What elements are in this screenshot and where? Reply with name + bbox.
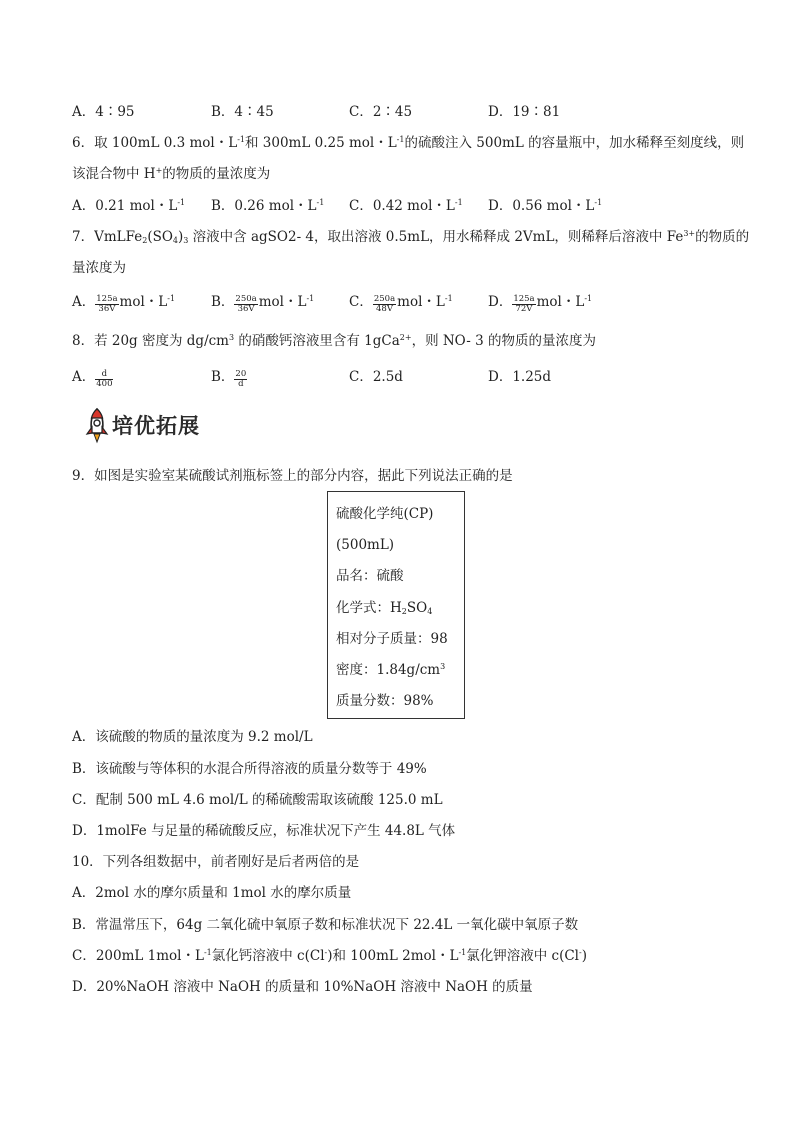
q6-options — [72, 195, 722, 217]
section-banner — [84, 407, 234, 447]
q10-option-a[interactable]: A．2mol 水的摩尔质量和 1mol 水的摩尔质量 — [72, 885, 352, 901]
q7-stem-line1: 7．$VmLFe_2(SO_4)_3$ 溶液中含 agSO2- 4，取出溶液 0.5mL，用水稀释成 2VmL，则稀释后溶液中 $Fe^{3+}$的物质的 — [72, 229, 750, 245]
fraction: $\frac{250a}{36V}$ — [235, 294, 257, 314]
q6-option-b[interactable]: B．0.26 mol・$L^{-1}$ — [211, 198, 325, 214]
label-density: 密度：$1.84g/cm^3$ — [336, 662, 446, 678]
q10-option-d[interactable]: D．20%NaOH 溶液中 NaOH 的质量和 10%NaOH 溶液中 NaOH 的质量 — [72, 979, 533, 995]
q9-option-a[interactable]: A．该硫酸的物质的量浓度为 9.2 mol/L — [72, 729, 313, 745]
q7-stem-line2: 量浓度为 — [72, 260, 126, 276]
label-line: (500mL) — [336, 537, 395, 553]
q6-option-d[interactable]: D．0.56 mol・$L^{-1}$ — [488, 198, 603, 214]
fraction: $\frac{20}{d}$ — [235, 369, 247, 389]
q7-options — [72, 291, 722, 313]
label-line: 品名：硫酸 — [336, 568, 404, 584]
q5-option-c[interactable]: C．2∶45 — [349, 104, 413, 120]
label-formula: 化学式：$H_2SO_4$ — [336, 600, 433, 616]
q10-option-b[interactable]: B．常温常压下，64g 二氧化硫中氧原子数和标准状况下 22.4L 一氧化碳中氧原子数 — [72, 917, 579, 933]
reagent-label — [327, 491, 465, 719]
q8-option-c[interactable]: C．2.5d — [349, 369, 403, 385]
q5-options — [72, 101, 722, 123]
q10-stem: 10．下列各组数据中，前者刚好是后者两倍的是 — [72, 854, 360, 870]
q7-option-d[interactable]: D． $\frac{125a}{72V}$ mol・$L^{-1}$ — [488, 294, 593, 314]
q10-option-c[interactable]: C．200mL 1mol・$L^{-1}$氯化钙溶液中 c(Cl-)和 100mL 2mol・$L^{-1}$氯化钾溶液中 c(Cl-) — [72, 948, 587, 964]
q8-option-d[interactable]: D．1.25d — [488, 369, 552, 385]
fraction: $\frac{250a}{48V}$ — [373, 294, 396, 314]
q9-option-b[interactable]: B．该硫酸与等体积的水混合所得溶液的质量分数等于 49% — [72, 761, 427, 777]
q9-stem: 9．如图是实验室某硫酸试剂瓶标签上的部分内容，据此下列说法正确的是 — [72, 468, 513, 484]
q5-option-b[interactable]: B．4∶45 — [211, 104, 274, 120]
q6-stem-line1: 6．取 100mL 0.3 mol・$L^{-1}$和 300mL 0.25 mol・$L^{-1}$的硫酸注入 500mL 的容量瓶中，加水稀释至刻度线，则 — [72, 135, 745, 151]
q6-option-a[interactable]: A．0.21 mol・$L^{-1}$ — [72, 198, 186, 214]
q8-options — [72, 366, 722, 388]
fraction: $\frac{125a}{72V}$ — [513, 294, 535, 314]
label-line: 质量分数：98% — [336, 693, 434, 709]
q6-stem-line2: 该混合物中 H+的物质的量浓度为 — [72, 166, 271, 182]
fraction: $\frac{125a}{36V}$ — [96, 294, 118, 314]
q8-stem: 8．若 20g 密度为 $dg/cm^3$ 的硝酸钙溶液里含有 1gCa$^{2+}$，则 NO- 3 的物质的量浓度为 — [72, 333, 596, 349]
q8-option-b[interactable]: B． $\frac{20}{d}$ — [211, 369, 247, 389]
rocket-icon — [84, 407, 110, 445]
q7-option-c[interactable]: C． $\frac{250a}{48V}$ mol・$L^{-1}$ — [349, 294, 453, 314]
q5-option-a[interactable]: A．4∶95 — [72, 104, 135, 120]
q5-option-d[interactable]: D．19∶81 — [488, 104, 561, 120]
q9-option-d[interactable]: D．1molFe 与足量的稀硫酸反应，标准状况下产生 44.8L 气体 — [72, 823, 456, 839]
label-line: 相对分子质量：98 — [336, 631, 448, 647]
fraction: $\frac{d}{400}$ — [96, 369, 113, 389]
q7-option-b[interactable]: B． $\frac{250a}{36V}$ mol・$L^{-1}$ — [211, 294, 315, 314]
q9-option-c[interactable]: C．配制 500 mL 4.6 mol/L 的稀硫酸需取该硫酸 125.0 mL — [72, 792, 443, 808]
q8-option-a[interactable]: A． $\frac{d}{400}$ — [72, 369, 113, 389]
banner-title: 培优拓展 — [112, 414, 200, 438]
label-line: 硫酸化学纯(CP) — [336, 506, 434, 522]
q7-option-a[interactable]: A． $\frac{125a}{36V}$ mol・$L^{-1}$ — [72, 294, 176, 314]
q6-option-c[interactable]: C．0.42 mol・$L^{-1}$ — [349, 198, 463, 214]
